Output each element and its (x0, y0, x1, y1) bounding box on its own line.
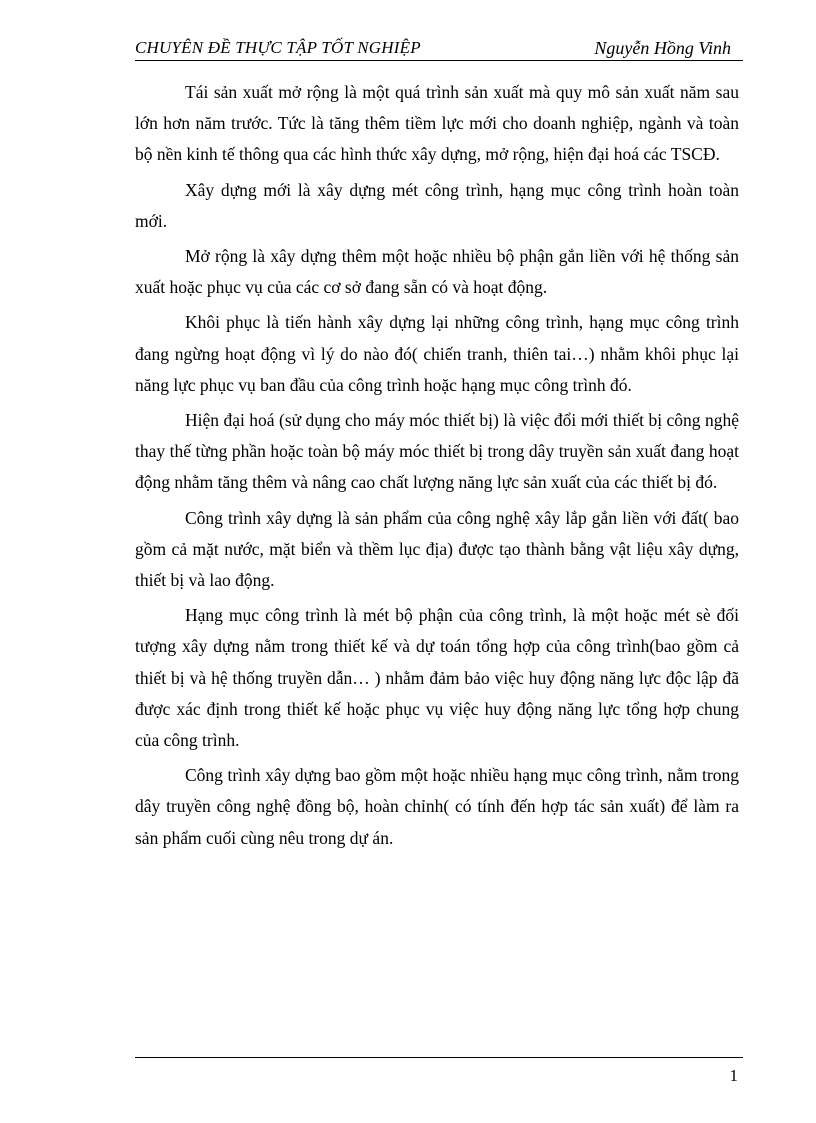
paragraph: Mở rộng là xây dựng thêm một hoặc nhiều bộ phận gắn liền với hệ thống sản xuất hoặc phục vụ của các cơ sở đang sẵn có và hoạt động. (135, 246, 739, 298)
page-number: 1 (729, 1066, 738, 1085)
page-header (135, 38, 743, 61)
document-body (135, 77, 739, 858)
header-author: Nguyễn Hồng Vinh (594, 38, 731, 58)
paragraph: Khôi phục là tiến hành xây dựng lại những công trình, hạng mục công trình đang ngừng hoạt động vì lý do nào đó( chiến tranh, thiên tai…) nhằm khôi phục lại năng lực phục vụ ban đầu của công trình hoặc hạng mục công trình đó. (135, 312, 739, 395)
paragraph: Công trình xây dựng là sản phẩm của công nghệ xây lắp gắn liền với đất( bao gồm cả mặt nước, mặt biển và thềm lục địa) được tạo thành bằng vật liệu xây dựng, thiết bị và lao động. (135, 507, 739, 591)
header-title: CHUYÊN ĐỀ THỰC TẬP TỐT NGHIỆP (135, 38, 421, 57)
paragraph: Tái sản xuất mở rộng là một quá trình sản xuất mà quy mô sản xuất năm sau lớn hơn năm trước. Tức là tăng thêm tiềm lực mới cho doanh nghiệp, ngành và toàn bộ nền kinh tế thông qua các hình thức xây dựng, mở rộng, hiện đại hoá các TSCĐ. (135, 82, 739, 165)
paragraph: Công trình xây dựng bao gồm một hoặc nhiều hạng mục công trình, nằm trong dây truyền công nghệ đồng bộ, hoàn chỉnh( có tính đến hợp tác sản xuất) để làm ra sản phẩm cuối cùng nêu trong dự án. (135, 765, 739, 848)
footer-divider (135, 1057, 743, 1058)
paragraph: Xây dựng mới là xây dựng mét công trình, hạng mục công trình hoàn toàn mới. (135, 179, 739, 231)
paragraph: Hạng mục công trình là mét bộ phận của công trình, là một hoặc mét sè đối tượng xây dựng nằm trong thiết kế và dự toán tổng hợp của công trình(bao gồm cả thiết bị và hệ thống truyền dẫn… ) nhằm đảm bảo việc huy động năng lực độc lập đã được xác định trong thiết kế hoặc phục vụ việc huy động năng lực tổng hợp chung của công trình. (135, 605, 739, 751)
paragraph: Hiện đại hoá (sử dụng cho máy móc thiết bị) là việc đổi mới thiết bị công nghệ thay thế từng phần hoặc toàn bộ máy móc thiết bị trong dây truyền sản xuất đang hoạt động nhằm tăng thêm và nâng cao chất lượng năng lực sản xuất của các thiết bị đó. (135, 410, 739, 493)
